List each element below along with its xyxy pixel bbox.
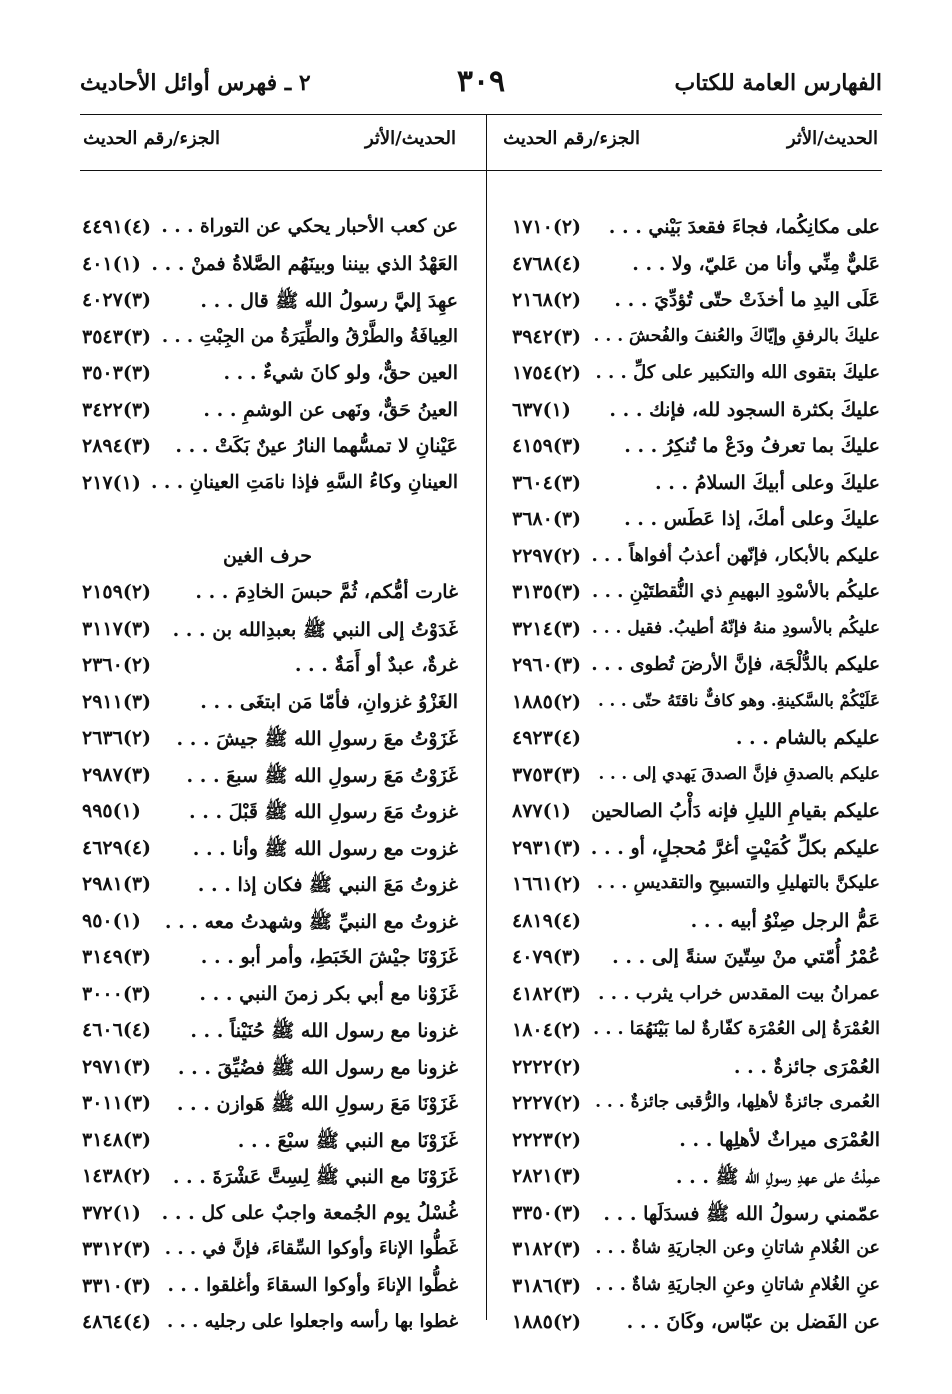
- index-entry: [512, 691, 880, 725]
- page-number: ٣٠٩: [456, 64, 506, 99]
- volume-hadith-ref: (٣)٣٤٢٢: [82, 398, 152, 421]
- index-entry: [82, 435, 458, 469]
- section-title: حرف الغين: [223, 544, 312, 567]
- volume-hadith-ref: (٤)٤٦٠٦: [82, 1019, 152, 1041]
- index-entry: [82, 581, 458, 615]
- index-entry: [512, 545, 880, 579]
- index-entry: [82, 800, 458, 834]
- right-col-head-ref: الجزء/رقم الحديث: [503, 128, 640, 149]
- hadith-incipit: العينُ حَقٌّ، ونَهى عن الوشمِ . . .: [203, 398, 458, 421]
- index-entry: [82, 1202, 458, 1236]
- hadith-incipit: غطُّوا الإناءَ وأوكوا السقاءَ وأغلقوا . . .: [167, 1274, 458, 1296]
- index-entry: [512, 873, 880, 907]
- hadith-incipit: عهِدَ إليَّ رسولُ الله ﷺ قال . . .: [200, 290, 458, 312]
- hadith-incipit: عمِلْتُ على عهدِ رسولِ الله ﷺ . . .: [675, 1166, 880, 1188]
- index-entry: [82, 1056, 458, 1090]
- index-entry: [512, 216, 880, 250]
- index-entry: [82, 289, 458, 323]
- volume-hadith-ref: (١)٩٥٠: [82, 909, 141, 932]
- index-entry: [512, 1165, 880, 1199]
- volume-hadith-ref: (٢)١٧١٠: [512, 216, 582, 238]
- hadith-incipit: عليكم بالدُّلْجَة، فإنَّ الأرضَ تُطوى . . .: [591, 654, 880, 675]
- volume-hadith-ref: (١)٢١٧: [82, 471, 141, 494]
- index-entry: [512, 800, 880, 834]
- hadith-incipit: العُمرى جائزةٌ لأهلِها، والرُّقبى جائزةٌ . . .: [595, 1092, 880, 1112]
- hadith-incipit: العينانِ وكاءُ السَّهِ فإذا نامَتِ العينانِ . . .: [150, 471, 458, 493]
- index-entry: [512, 326, 880, 360]
- hadith-incipit: عليكُم بالأسودِ منهُ فإنّهُ أطيبُ. فقيل . . .: [591, 617, 880, 638]
- volume-hadith-ref: (٢)١٨٨٥: [512, 690, 582, 713]
- index-entry: [512, 983, 880, 1017]
- index-entry: [82, 1092, 458, 1126]
- index-entry: [82, 326, 458, 360]
- volume-hadith-ref: (٢)١٨٠٤: [512, 1019, 582, 1041]
- index-entry: [82, 472, 458, 506]
- index-entry: [512, 1129, 880, 1163]
- volume-hadith-ref: (٢)٢١٦٨: [512, 289, 582, 311]
- index-entry: [82, 983, 458, 1017]
- volume-hadith-ref: (٤)٤٨١٩: [512, 909, 582, 932]
- index-entry: [512, 1092, 880, 1126]
- hadith-incipit: غزوتُ مَعَ رسولِ الله ﷺ قَبْلَ . . .: [189, 801, 458, 823]
- hadith-incipit: غَدَوْتُ إلى النبي ﷺ بعبدِالله بن . . .: [172, 618, 458, 641]
- index-entry: [82, 764, 458, 798]
- hadith-incipit: العَهْدُ الذي بيننا وبينَهُم الصَّلاةُ فمنْ . . .: [151, 252, 458, 275]
- index-entry: [82, 253, 458, 287]
- volume-hadith-ref: (٤)٤٨٦٤: [82, 1311, 152, 1333]
- hadith-incipit: غَزَوْنَا مع النبي ﷺ لِسِتَّ عَشْرَةَ . . .: [172, 1166, 458, 1188]
- volume-hadith-ref: (٣)٣٦٨٠: [512, 508, 582, 530]
- hadith-incipit: العُمْرَةُ إلى العُمْرَة كفّارةٌ لما بَيْنَهُمَا . . .: [593, 1019, 880, 1039]
- index-entry: [512, 253, 880, 287]
- volume-hadith-ref: (٢)٢٦٣٦: [82, 727, 152, 749]
- volume-hadith-ref: (٣)٣٣٥٠: [512, 1201, 582, 1224]
- index-entry: [82, 946, 458, 980]
- volume-hadith-ref: (٣)٢٩٦٠: [512, 654, 582, 676]
- index-entry: [512, 764, 880, 798]
- volume-hadith-ref: (١)٨٧٧: [512, 800, 571, 822]
- hadith-incipit: العُمْرَى ميراثٌ لأهلِها . . .: [679, 1128, 880, 1151]
- index-entry: [82, 1019, 458, 1053]
- hadith-incipit: عَيْنانِ لا تمسُّهما النارُ عينٌ بَكَتْ . . .: [175, 435, 458, 457]
- hadith-incipit: على مكانِكُما، فجاءَ فقعدَ بَيْني . . .: [608, 216, 880, 238]
- volume-hadith-ref: (٣)٢٩٧١: [82, 1055, 152, 1078]
- volume-hadith-ref: (٣)٣١٨٢: [512, 1238, 582, 1260]
- hadith-incipit: عليكنَّ بالتهليلِ والتسبيحِ والتقديسِ . . .: [596, 873, 880, 893]
- volume-hadith-ref: (٢)١٨٨٥: [512, 1311, 582, 1333]
- index-entry: [82, 654, 458, 688]
- hadith-incipit: العين حقٌّ، ولو كانَ شيءٌ . . .: [223, 362, 458, 384]
- section-running-title: ٢ ـ فهرس أوائل الأحاديث: [80, 70, 311, 96]
- index-entry: [82, 1311, 458, 1345]
- index-entry: [512, 1056, 880, 1090]
- hadith-incipit: غَزَوْتُ مَعَ رسولِ الله ﷺ سبعَ . . .: [186, 764, 458, 787]
- volume-hadith-ref: (٣)٣٠١١: [82, 1092, 152, 1114]
- running-title: الفهارس العامة للكتاب: [674, 70, 882, 96]
- left-col-head-hadith: الحديث/الأثر: [364, 128, 456, 149]
- index-entry: [82, 216, 458, 250]
- volume-hadith-ref: (٢)١٧٥٤: [512, 362, 582, 384]
- volume-hadith-ref: (٣)٢٨٩٤: [82, 435, 152, 457]
- index-entry: [512, 435, 880, 469]
- volume-hadith-ref: (٢)١٦٦١: [512, 873, 582, 895]
- hadith-incipit: العُمْرَى جائزةٌ . . .: [733, 1055, 880, 1078]
- hadith-incipit: غرةٌ، عبدٌ أو أَمَةٌ . . .: [294, 654, 458, 676]
- hadith-incipit: غَزَوْنَا مع النبي ﷺ سبْعَ . . .: [237, 1129, 458, 1152]
- hadith-incipit: عليكُم بالأسْودِ البهيمِ ذي النُّقطتَيْنِ . . .: [592, 581, 880, 602]
- hadith-incipit: عليكَ بتقوى الله والتكبير على كلِّ . . .: [595, 362, 880, 383]
- volume-hadith-ref: (٢)٢٣٦٠: [82, 654, 152, 676]
- hadith-incipit: غَزَوْنا مع أبي بكر زمنَ النبي . . .: [199, 982, 458, 1005]
- volume-hadith-ref: (١)٦٣٧: [512, 398, 571, 421]
- volume-hadith-ref: (٣)٣٩٤٢: [512, 325, 582, 348]
- index-entry: [512, 289, 880, 323]
- hadith-incipit: عليكَ وعلى أبيكَ السلامُ . . .: [655, 471, 880, 494]
- hadith-incipit: عليكَ بما تعرفُ ودَعْ ما تُنكِرُ . . .: [624, 435, 880, 457]
- volume-hadith-ref: (٣)٣١٣٥: [512, 581, 582, 603]
- index-entry: [512, 1019, 880, 1053]
- hadith-incipit: عليكَ وعلى أمكَ، إذا عَطَس . . .: [624, 508, 880, 530]
- hadith-incipit: غزونا مع رسول الله ﷺ حُنَيْناً . . .: [190, 1020, 458, 1042]
- index-entry: [82, 618, 458, 652]
- index-entry: [512, 472, 880, 506]
- index-entry: [512, 1238, 880, 1272]
- index-entry: [512, 508, 880, 542]
- hadith-incipit: عليكم بالصدقِ فإنَّ الصدقَ يَهدي إلى . . .: [598, 763, 880, 783]
- volume-hadith-ref: (٣)٣٧٥٣: [512, 763, 582, 786]
- volume-hadith-ref: (٣)٣٢١٤: [512, 617, 582, 640]
- index-entry: [82, 362, 458, 396]
- hadith-incipit: عَليٌّ مِنِّي وأنا من عَليّ، ولا . . .: [632, 252, 880, 275]
- left-col-head-ref: الجزء/رقم الحديث: [83, 128, 220, 149]
- volume-hadith-ref: (٣)٢٩٨٧: [82, 763, 152, 786]
- volume-hadith-ref: (٣)٢٩١١: [82, 690, 152, 713]
- index-entry: [512, 1202, 880, 1236]
- volume-hadith-ref: (٤)٤٩٢٣: [512, 727, 582, 749]
- index-entry: [512, 910, 880, 944]
- volume-hadith-ref: (٣)٣٣١٢: [82, 1238, 152, 1260]
- hadith-incipit: عمّمني رسولُ الله ﷺ فسدَلَها . . .: [603, 1202, 880, 1225]
- hadith-incipit: عُمْرُ أُمّتي منْ سِتّينَ سنةً إلى . . .: [612, 946, 880, 968]
- volume-hadith-ref: (٣)٣٣١٠: [82, 1274, 152, 1297]
- volume-hadith-ref: (٣)٤١٥٩: [512, 435, 582, 457]
- hadith-incipit: غزوتُ مع النبيِّ ﷺ وشهدتُ معه . . .: [164, 910, 458, 933]
- hadith-incipit: عليكم بالشام . . .: [735, 727, 880, 749]
- index-entry: [512, 581, 880, 615]
- hadith-incipit: عن الغُلامِ شاتانِ وعن الجاريَةِ شاةٌ . . .: [595, 1238, 880, 1258]
- page-header: [80, 64, 882, 110]
- index-entry: [82, 1129, 458, 1163]
- volume-hadith-ref: (٣)٣٥٤٣: [82, 325, 152, 348]
- hadith-incipit: غَزَوْتُ معَ رسولِ الله ﷺ جيشَ . . .: [176, 728, 458, 750]
- volume-hadith-ref: (٤)٤٤٩١: [82, 216, 152, 238]
- volume-hadith-ref: (١)٩٩٥: [82, 800, 141, 822]
- index-entry: [512, 399, 880, 433]
- hadith-incipit: عليكَ بالرفقِ وإيّاكَ والعُنفَ والفُحشَ . . .: [593, 325, 880, 346]
- volume-hadith-ref: (٣)٣٠٠٠: [82, 982, 152, 1005]
- volume-hadith-ref: (٢)٢١٥٩: [82, 581, 152, 603]
- index-entry: [512, 837, 880, 871]
- index-entry: [82, 1238, 458, 1272]
- volume-hadith-ref: (٣)٣٥٠٣: [82, 362, 152, 384]
- index-entry: [82, 727, 458, 761]
- hadith-incipit: غزوت مع رسول الله ﷺ وأنا . . .: [192, 837, 458, 860]
- index-entry: [512, 618, 880, 652]
- index-entry: [512, 362, 880, 396]
- index-entry: [82, 691, 458, 725]
- index-entry: [512, 654, 880, 688]
- volume-hadith-ref: (١)٣٧٢: [82, 1201, 141, 1224]
- hadith-incipit: عليكم بالأبكار، فإنّهن أعذبُ أفواهاً . . .: [591, 544, 880, 566]
- index-entry: [82, 1275, 458, 1309]
- hadith-incipit: عنِ الغُلامِ شاتانِ وعنِ الجاريَةِ شاةٌ . . .: [595, 1274, 880, 1295]
- hadith-incipit: عمرانُ بيت المقدس خراب يثرب . . .: [598, 982, 880, 1004]
- hadith-incipit: غُسْلُ يوم الجُمعة واجبٌ على كل . . .: [161, 1201, 458, 1224]
- right-col-head-hadith: الحديث/الأثر: [786, 128, 878, 149]
- volume-hadith-ref: (٢)٢٢٢٧: [512, 1092, 582, 1114]
- volume-hadith-ref: (٢)٢٢٢٣: [512, 1128, 582, 1151]
- volume-hadith-ref: (٣)٤٠٧٩: [512, 946, 582, 968]
- volume-hadith-ref: (١)٤٠١: [82, 252, 141, 275]
- volume-hadith-ref: (٣)٣٦٠٤: [512, 471, 582, 494]
- volume-hadith-ref: (٣)٢٨٢١: [512, 1165, 582, 1187]
- hadith-incipit: غَزَوْنَا جيْشَ الخَبَطِ، وأمر أبو . . .: [200, 946, 458, 968]
- volume-hadith-ref: (٢)١٤٣٨: [82, 1165, 152, 1187]
- index-entry: [512, 946, 880, 980]
- hadith-incipit: عليكم بكلِّ كُمَيْتٍ أغرَّ مُحجلٍ، أو . . .: [590, 836, 880, 859]
- index-entry: [82, 837, 458, 871]
- hadith-incipit: عن كعب الأحبار يحكي عن التوراة . . .: [161, 216, 458, 237]
- hadith-incipit: غزوتُ مَعَ النبي ﷺ فكان إذا . . .: [197, 874, 458, 896]
- volume-hadith-ref: (٤)٤٦٢٩: [82, 836, 152, 859]
- index-entry: [82, 399, 458, 433]
- volume-hadith-ref: (٣)٢٩٨١: [82, 873, 152, 895]
- hadith-incipit: عن الفَضل بن عبّاس، وكَانَ . . .: [626, 1311, 880, 1333]
- volume-hadith-ref: (٣)٣١٨٦: [512, 1274, 582, 1297]
- volume-hadith-ref: (٣)٣١٤٩: [82, 946, 152, 968]
- hadith-incipit: عليكم بقيامِ الليلِ فإنه دَأْبُ الصالحين: [591, 800, 880, 822]
- hadith-incipit: غطوا بها رأسه واجعلوا على رجليه . . .: [167, 1311, 458, 1332]
- hadith-incipit: عَلَيْكُمْ بالسَّكينةِ. وهو كافٌّ ناقتَهُ حتّى . . .: [597, 690, 880, 710]
- hadith-incipit: غزونا مع رسول الله ﷺ فضُيِّقَ . . .: [177, 1056, 458, 1079]
- volume-hadith-ref: (٣)٣١١٧: [82, 617, 152, 640]
- hadith-incipit: عليكَ بكثرة السجود لله، فإنك . . .: [609, 398, 880, 421]
- volume-hadith-ref: (٢)٢٢٢٢: [512, 1055, 582, 1078]
- index-entry: [82, 873, 458, 907]
- volume-hadith-ref: (٢)٢٢٩٧: [512, 544, 582, 567]
- index-entry: [512, 1311, 880, 1345]
- index-entry: [512, 727, 880, 761]
- index-entry: [82, 1165, 458, 1199]
- hadith-incipit: غارت أمُّكم، ثُمَّ حبسَ الخادِمَ . . .: [195, 581, 458, 603]
- hadith-incipit: غَزَوْنَا مَعَ رسولِ الله ﷺ هَوازن . . .: [176, 1093, 458, 1115]
- hadith-incipit: عَلَى اليدِ ما أخذَتْ حتّى تُؤدِّيَ . . .: [614, 289, 880, 311]
- volume-hadith-ref: (٤)٤٧٦٨: [512, 252, 582, 275]
- hadith-incipit: العِيافَةُ والطَّرْقُ والطِّيَرَةُ من الجِبْتِ . . .: [161, 325, 458, 347]
- volume-hadith-ref: (٣)٢٩٣١: [512, 836, 582, 859]
- column-head-rule: [80, 170, 882, 171]
- header-rule: [80, 114, 882, 115]
- volume-hadith-ref: (٣)٤١٨٢: [512, 982, 582, 1005]
- volume-hadith-ref: (٣)٤٠٢٧: [82, 289, 152, 311]
- hadith-incipit: الغَزْوُ غزوانِ، فأمّا مَن ابتغَى . . .: [200, 690, 458, 713]
- column-divider: [486, 115, 487, 1320]
- hadith-incipit: غَطُّوا الإناءَ وأوكوا السِّقاءَ، فإنَّ في . . .: [164, 1238, 458, 1259]
- index-entry: [512, 1275, 880, 1309]
- volume-hadith-ref: (٣)٣١٤٨: [82, 1128, 152, 1151]
- hadith-incipit: عَمُّ الرجل صِنْوُ أبيه . . .: [690, 909, 880, 932]
- index-entry: [82, 910, 458, 944]
